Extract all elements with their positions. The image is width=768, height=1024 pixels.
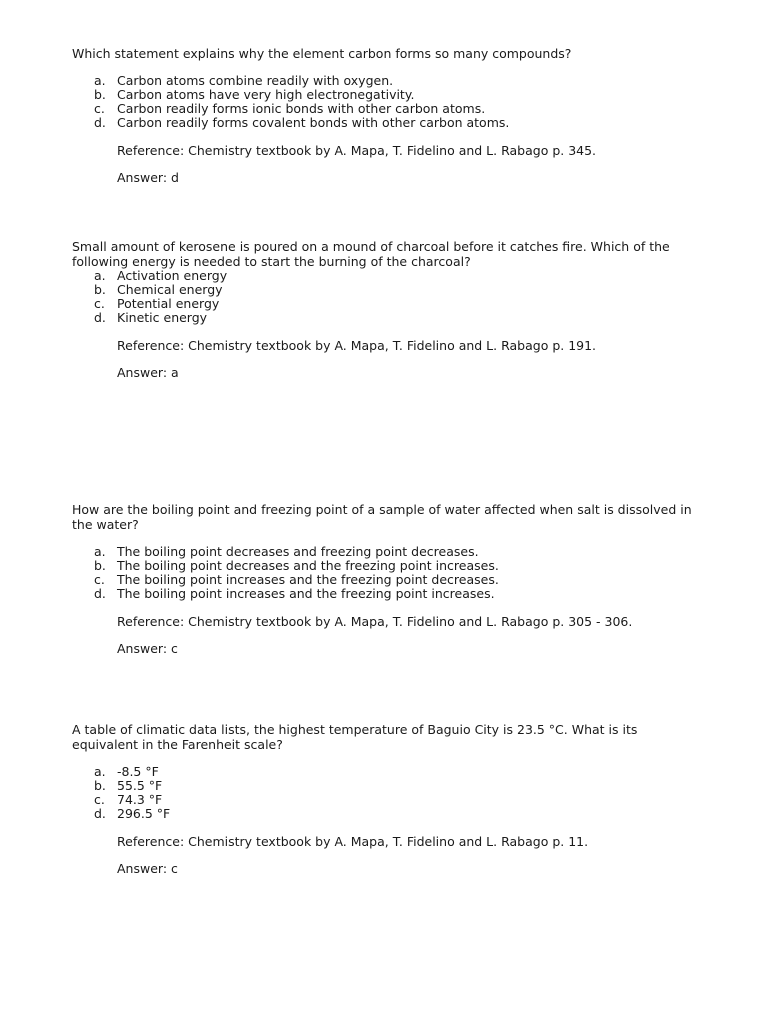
option-text: -8.5 °F bbox=[117, 764, 159, 779]
option-letter: a. bbox=[94, 73, 106, 88]
option-a bbox=[72, 545, 702, 559]
options-list bbox=[72, 269, 702, 325]
option-letter: a. bbox=[94, 764, 106, 779]
option-letter: b. bbox=[94, 87, 106, 102]
option-text: The boiling point decreases and the freezing point increases. bbox=[117, 558, 499, 573]
answer-text: Answer: d bbox=[117, 170, 179, 185]
option-letter: a. bbox=[94, 544, 106, 559]
option-d bbox=[72, 311, 702, 325]
option-c bbox=[72, 102, 702, 116]
options-list bbox=[72, 545, 702, 601]
reference-text: Reference: Chemistry textbook by A. Mapa, T. Fidelino and L. Rabago p. 191. bbox=[117, 338, 597, 353]
option-c bbox=[72, 573, 702, 587]
question-4 bbox=[72, 722, 702, 876]
option-c bbox=[72, 793, 702, 807]
option-text: Kinetic energy bbox=[117, 310, 208, 325]
option-d bbox=[72, 116, 702, 130]
options-list bbox=[72, 74, 702, 130]
option-text: 55.5 °F bbox=[117, 778, 163, 793]
answer-text: Answer: c bbox=[117, 641, 178, 656]
question-stem: How are the boiling point and freezing point of a sample of water affected when salt is dissolved in the water? bbox=[72, 502, 692, 532]
option-letter: a. bbox=[94, 268, 106, 283]
question-3 bbox=[72, 502, 702, 656]
answer-text: Answer: a bbox=[117, 365, 179, 380]
option-c bbox=[72, 297, 702, 311]
option-text: 296.5 °F bbox=[117, 806, 171, 821]
option-text: Carbon atoms have very high electronegativity. bbox=[117, 87, 415, 102]
option-text: Carbon readily forms ionic bonds with other carbon atoms. bbox=[117, 101, 486, 116]
option-text: Activation energy bbox=[117, 268, 228, 283]
option-text: The boiling point increases and the freezing point increases. bbox=[117, 586, 495, 601]
option-text: Carbon atoms combine readily with oxygen. bbox=[117, 73, 394, 88]
option-letter: c. bbox=[94, 792, 105, 807]
question-stem: Small amount of kerosene is poured on a mound of charcoal before it catches fire. Which of the following energy is needed to start the burning of the charcoal? bbox=[72, 239, 670, 269]
option-letter: d. bbox=[94, 115, 106, 130]
option-b bbox=[72, 88, 702, 102]
option-letter: c. bbox=[94, 296, 105, 311]
option-d bbox=[72, 587, 702, 601]
option-letter: d. bbox=[94, 806, 106, 821]
option-letter: c. bbox=[94, 101, 105, 116]
option-a bbox=[72, 74, 702, 88]
option-a bbox=[72, 765, 702, 779]
option-b bbox=[72, 559, 702, 573]
reference-text: Reference: Chemistry textbook by A. Mapa, T. Fidelino and L. Rabago p. 345. bbox=[117, 143, 597, 158]
option-text: The boiling point decreases and freezing point decreases. bbox=[117, 544, 479, 559]
option-text: 74.3 °F bbox=[117, 792, 163, 807]
reference-text: Reference: Chemistry textbook by A. Mapa, T. Fidelino and L. Rabago p. 305 - 306. bbox=[117, 614, 633, 629]
option-letter: b. bbox=[94, 282, 106, 297]
question-1 bbox=[72, 46, 702, 185]
question-stem: Which statement explains why the element carbon forms so many compounds? bbox=[72, 46, 572, 61]
question-2 bbox=[72, 239, 702, 380]
option-d bbox=[72, 807, 702, 821]
option-b bbox=[72, 283, 702, 297]
option-a bbox=[72, 269, 702, 283]
option-b bbox=[72, 779, 702, 793]
option-text: Chemical energy bbox=[117, 282, 223, 297]
option-letter: d. bbox=[94, 310, 106, 325]
option-letter: d. bbox=[94, 586, 106, 601]
reference-text: Reference: Chemistry textbook by A. Mapa, T. Fidelino and L. Rabago p. 11. bbox=[117, 834, 589, 849]
question-stem: A table of climatic data lists, the highest temperature of Baguio City is 23.5 °C. What is its equivalent in the Farenheit scale? bbox=[72, 722, 638, 752]
option-text: Carbon readily forms covalent bonds with other carbon atoms. bbox=[117, 115, 510, 130]
answer-text: Answer: c bbox=[117, 861, 178, 876]
option-text: Potential energy bbox=[117, 296, 220, 311]
option-letter: b. bbox=[94, 558, 106, 573]
option-letter: b. bbox=[94, 778, 106, 793]
options-list bbox=[72, 765, 702, 821]
option-text: The boiling point increases and the freezing point decreases. bbox=[117, 572, 499, 587]
option-letter: c. bbox=[94, 572, 105, 587]
